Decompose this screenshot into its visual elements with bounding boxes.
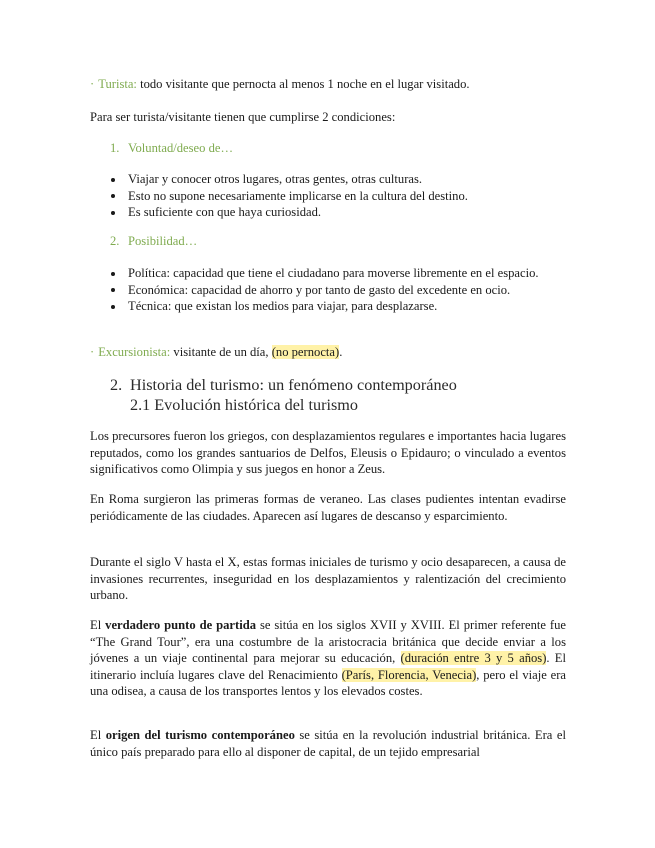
- list-item: Esto no supone necesariamente implicarse en la cultura del destino.: [90, 188, 566, 205]
- paragraph-grand-tour: El verdadero punto de partida se sitúa en los siglos XVII y XVIII. El primer referente fue “The Grand Tour”, era una costumbre de la aristocracia británica que decide enviar a los jóvenes a un viaje continental para mejorar su educación, (duración entre 3 y 5 años). El itinerario incluía lugares clave del Renacimiento (París, Florencia, Venecia), pero el viaje era una odisea, a causa de los transportes lentos y los elevados costes.: [90, 618, 566, 699]
- definition-excursionista: · Excursionista: visitante de un día, (no pernocta).: [90, 345, 343, 359]
- highlight: (París, Florencia, Venecia): [341, 667, 477, 682]
- condition-1-items: [90, 171, 566, 221]
- paragraph-griegos: Los precursores fueron los griegos, con desplazamientos regulares e importantes hacia lugares reputados, como los grandes santuarios de Delfos, Eleusis o Epidauro; o vinculado a eventos significativos como Olimpia y sus juegos en honor a Zeus.: [90, 429, 566, 477]
- list-item: Técnica: que existan los medios para viajar, para desplazarse.: [90, 298, 566, 315]
- definition-text: todo visitante que pernocta al menos 1 noche en el lugar visitado.: [136, 77, 470, 91]
- condition-1-list: [90, 140, 566, 157]
- definition-turista: [90, 76, 566, 93]
- bullet-marker: ·: [90, 77, 95, 91]
- paragraph-roma: En Roma surgieron las primeras formas de veraneo. Las clases pudientes intentan evadirse periódicamente de las ciudades. Aparecen así lugares de descanso y esparcimiento.: [90, 492, 566, 523]
- bold-phrase: origen del turismo contemporáneo: [105, 728, 295, 742]
- condition-1-heading: 1. Voluntad/deseo de…: [110, 141, 234, 155]
- subsection-heading: 2.1 Evolución histórica del turismo: [130, 396, 358, 414]
- highlight: (no pernocta): [271, 345, 340, 359]
- section-heading-2: 2. Historia del turismo: un fenómeno contemporáneo: [110, 376, 457, 394]
- bold-phrase: verdadero punto de partida: [105, 618, 256, 632]
- highlight: (duración entre 3 y 5 años): [400, 651, 547, 666]
- list-item: Política: capacidad que tiene el ciudadano para moverse libremente en el espacio.: [90, 265, 566, 282]
- condition-2-list: [90, 233, 566, 250]
- list-item: Viajar y conocer otros lugares, otras gentes, otras culturas.: [90, 171, 566, 188]
- condition-2-heading: 2. Posibilidad…: [110, 234, 198, 248]
- term-excursionista: Excursionista:: [98, 345, 171, 359]
- bullet-marker: ·: [90, 345, 95, 359]
- list-item: Económica: capacidad de ahorro y por tanto de gasto del excedente en ocio.: [90, 282, 566, 299]
- term-turista: Turista:: [98, 77, 137, 91]
- paragraph-siglo-v: Durante el siglo V hasta el X, estas formas iniciales de turismo y ocio desaparecen, a causa de invasiones recurrentes, inseguridad en los desplazamientos y ralentización del crecimiento urbano.: [90, 555, 566, 603]
- condition-2-items: [90, 265, 566, 315]
- list-item: Es suficiente con que haya curiosidad.: [90, 204, 566, 221]
- conditions-intro: Para ser turista/visitante tienen que cumplirse 2 condiciones:: [90, 110, 396, 124]
- paragraph-origen: El origen del turismo contemporáneo se sitúa en la revolución industrial británica. Era el único país preparado para ello al disponer de capital, de un tejido empresarial: [90, 728, 566, 759]
